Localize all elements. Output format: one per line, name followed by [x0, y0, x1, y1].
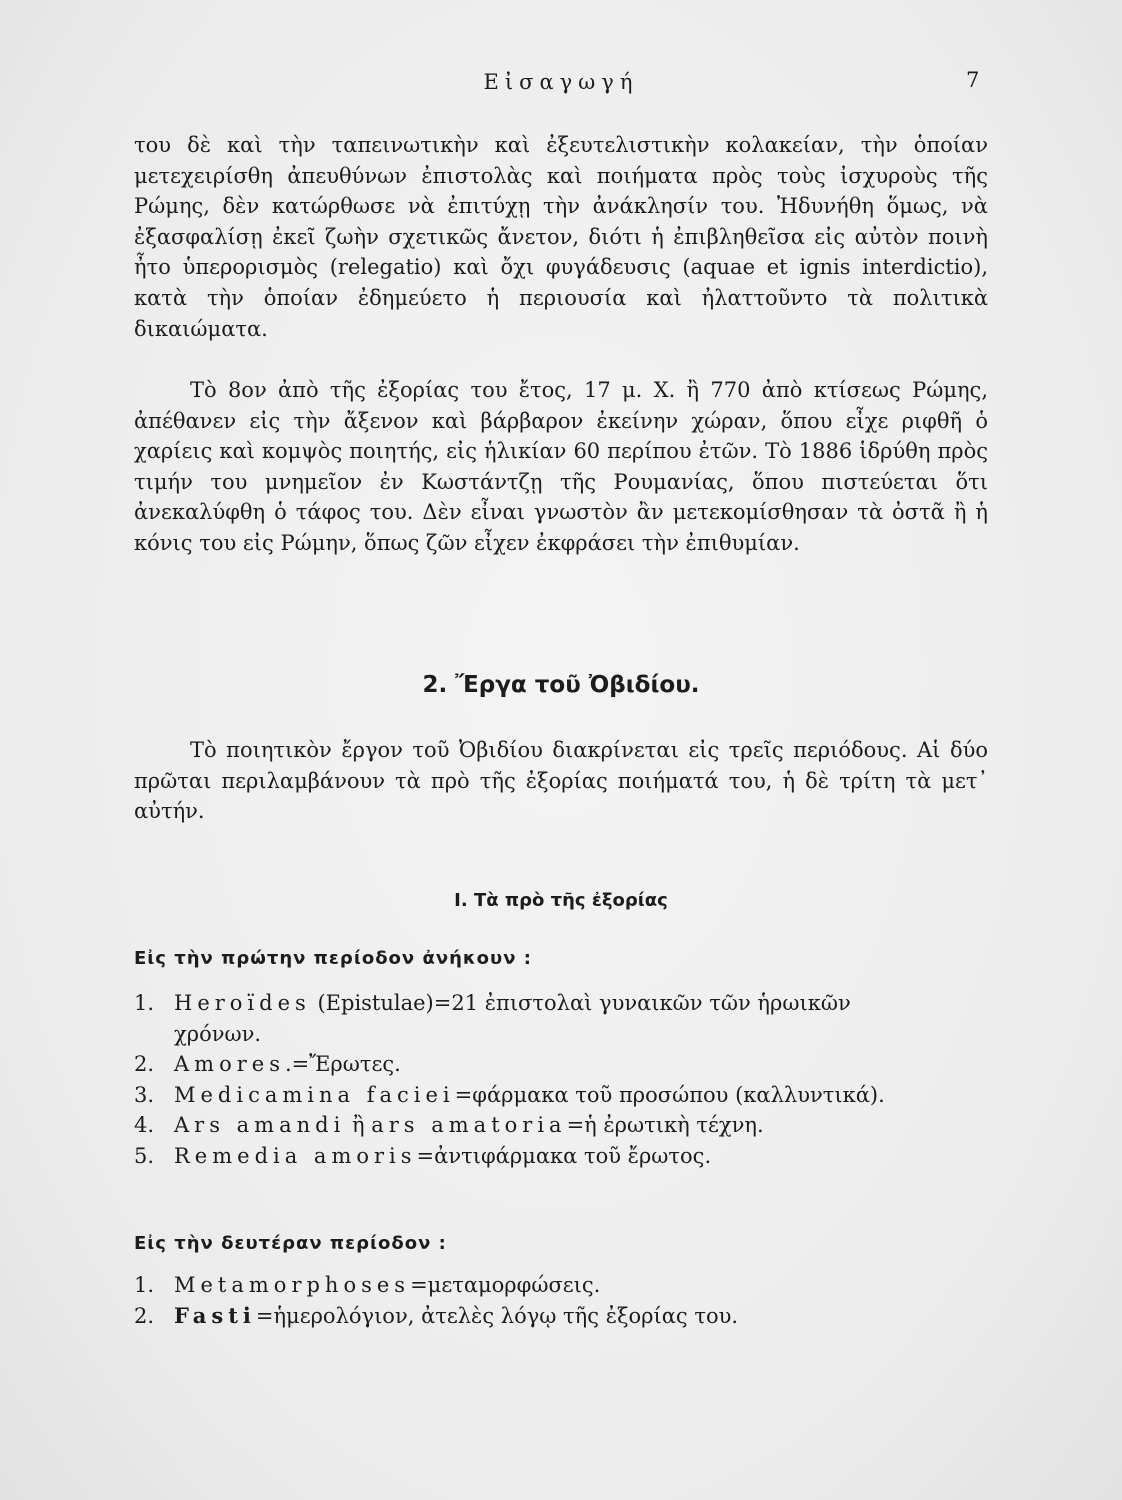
item-number: 4. [134, 1113, 155, 1138]
second-period-works-list [134, 1270, 994, 1331]
item-number: 1. [134, 1273, 155, 1297]
page-number: 7 [966, 68, 980, 92]
work-description: .=Ἔρωτες. [284, 1052, 401, 1077]
list-item [134, 1141, 994, 1172]
paragraph-periods: Τὸ ποιητικὸν ἔργον τοῦ Ὀβιδίου διακρίνεται εἰς τρεῖς περιόδους. Αἱ δύο πρῶται περιλαμβάνουν τὰ πρὸ τῆς ἐξορίας ποιήματά του, ἡ δὲ τρίτη τὰ μετ᾽ αὐτήν. [134, 738, 988, 824]
work-conjunction: ἢ [345, 1113, 372, 1138]
running-header: Εἰσαγωγή [483, 70, 639, 94]
work-description: =ἡμερολόγιον, ἀτελὲς λόγῳ τῆς ἐξορίας του. [255, 1303, 739, 1328]
work-alt-title: ars amatoria [371, 1113, 567, 1138]
list-item [134, 1301, 994, 1332]
work-title: Fasti [174, 1302, 256, 1328]
paragraph-death: Τὸ 8ον ἀπὸ τῆς ἐξορίας του ἔτος, 17 μ. Χ. ἢ 770 ἀπὸ κτίσεως Ρώμης, ἀπέθανεν εἰς τὴν ἄξενον καὶ βάρβαρον ἐκείνην χώραν, ὅπου εἶχε ριφθῆ ὁ χαρίεις καὶ κομψὸς ποιητής, εἰς ἡλικίαν 60 περίπου ἐτῶν. Τὸ 1886 ἱδρύθη πρὸς τιμήν του μνημεῖον ἐν Κωστάντζῃ τῆς Ρουμανίας, ὅπου πιστεύεται ὅτι ἀνεκαλύφθη ὁ τάφος του. Δὲν εἶναι γνωστὸν ἂν μετεκομίσθησαν τὰ ὀστᾶ ἢ ἡ κόνις του εἰς Ρώμην, ὅπως ζῶν εἶχεν ἐκφράσει τὴν ἐπιθυμίαν. [134, 378, 988, 555]
subsection-title: I. Τὰ πρὸ τῆς ἐξορίας [454, 890, 668, 911]
list-item [134, 988, 994, 1049]
work-title: Medicamina faciei [174, 1082, 455, 1107]
work-title: Ars amandi [174, 1113, 346, 1138]
second-period-label: Εἰς τὴν δευτέραν περίοδον : [134, 1233, 447, 1254]
work-description: =φάρμακα τοῦ προσώπου (καλλυντικά). [454, 1082, 885, 1107]
list-item [134, 1049, 994, 1080]
work-description: =ἀντιφάρμακα τοῦ ἔρωτος. [416, 1143, 712, 1168]
item-number: 5. [134, 1143, 155, 1168]
work-title: Remedia amoris [174, 1143, 417, 1168]
list-item [134, 1110, 994, 1141]
item-number: 1. [134, 991, 155, 1015]
work-title: Metamorphoses [174, 1273, 411, 1297]
list-item [134, 1080, 994, 1111]
work-description: =μεταμορφώσεις. [410, 1273, 601, 1297]
section-title: 2. Ἔργα τοῦ Ὀβιδίου. [422, 672, 700, 698]
item-number: 2. [134, 1303, 155, 1328]
work-description: (Epistulae)=21 ἐπιστολαὶ γυναικῶν τῶν ἡρωικῶν [310, 991, 851, 1015]
item-number: 2. [134, 1052, 155, 1077]
work-description: =ἡ ἐρωτικὴ τέχνη. [566, 1113, 764, 1138]
list-item [134, 1270, 994, 1301]
work-description-continued: χρόνων. [174, 1021, 262, 1046]
first-period-label: Εἰς τὴν πρώτην περίοδον ἀνήκουν : [134, 948, 532, 969]
paragraph-exile-life: του δὲ καὶ τὴν ταπεινωτικὴν καὶ ἐξευτελιστικὴν κολακείαν, τὴν ὁποίαν μετεχειρίσθη ἀπευθύνων ἐπιστολὰς καὶ ποιήματα πρὸς τοὺς ἰσχυροὺς τῆς Ρώμης, δὲν κατώρθωσε νὰ ἐπιτύχῃ τὴν ἀνάκλησίν του. Ἠδυνήθη ὅμως, νὰ ἐξασφαλίσῃ ἐκεῖ ζωὴν σχετικῶς ἄνετον, διότι ἡ ἐπιβληθεῖσα εἰς αὐτὸν ποινὴ ἦτο ὑπερορισμὸς (relegatio) καὶ ὄχι φυγάδευσις (aquae et ignis interdictio), κατὰ τὴν ὁποίαν ἐδημεύετο ἡ περιουσία καὶ ἠλαττοῦντο τὰ πολιτικὰ δικαιώματα. [134, 133, 988, 341]
first-period-works-list [134, 988, 994, 1172]
work-title: Heroïdes [174, 991, 311, 1015]
work-title: Amores [174, 1052, 285, 1077]
item-number: 3. [134, 1082, 155, 1107]
